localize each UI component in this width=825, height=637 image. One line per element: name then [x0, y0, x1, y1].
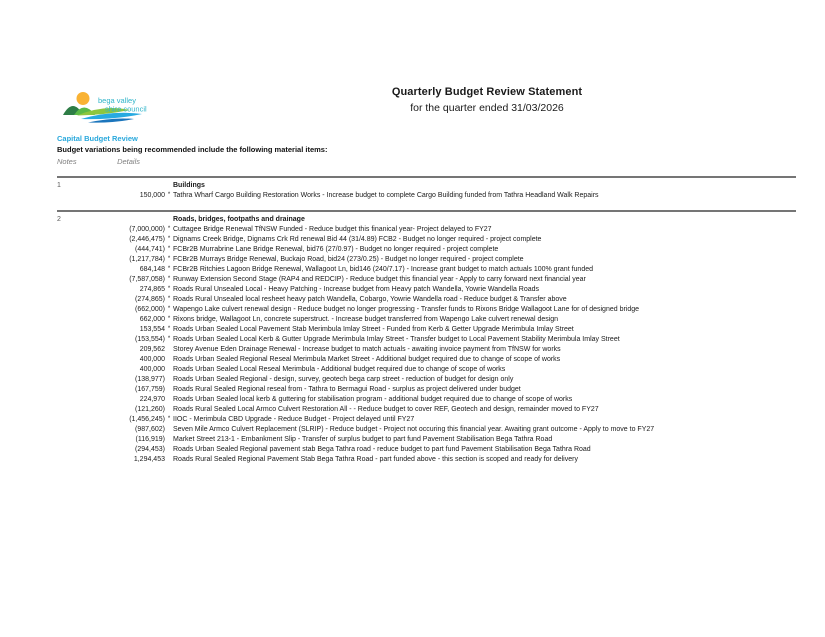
details-cell: FCBr2B Murrays Bridge Renewal, Buckajo Road, bid24 (273/0.25) - Budget no longer required - project complete: [173, 256, 524, 263]
budget-row: [57, 295, 796, 305]
details-cell: Dignams Creek Bridge, Dignams Crk Rd renewal Bid 44 (31/4.89) FCB2 - Budget no longer required - project complete: [173, 236, 542, 243]
details-cell: Cuttagee Bridge Renewal TfNSW Funded - Reduce budget this finanical year- Project delayed to FY27: [173, 226, 492, 233]
amount-cell: 400,000: [139, 356, 165, 363]
amount-cell: (444,741): [135, 246, 165, 253]
amount-cell: (7,587,058): [129, 276, 165, 283]
details-cell: Roads Rural Sealed Local Armco Culvert Restoration All - - Reduce budget to cover REF, Geotech and design, remainder moved to FY27: [173, 406, 599, 413]
budget-row: [57, 225, 796, 235]
flag-cell: *: [167, 296, 171, 302]
flag-cell: *: [167, 246, 171, 252]
council-logo-icon: [62, 89, 166, 126]
flag-cell: *: [167, 416, 171, 422]
page-subtitle: for the quarter ended 31/03/2026: [410, 102, 564, 114]
section-header-row: [57, 181, 796, 191]
details-cell: Roads Rural Sealed Regional Pavement Stab Bega Tathra Road - part funded above - this section is scoped and ready for delivery: [173, 456, 578, 463]
intro-line: Budget variations being recommended include the following material items:: [57, 145, 328, 154]
flag-cell: *: [167, 286, 171, 292]
budget-row: [57, 191, 796, 201]
amount-cell: (987,602): [135, 426, 165, 433]
budget-row: [57, 385, 796, 395]
budget-row: [57, 455, 796, 465]
budget-row: [57, 325, 796, 335]
details-cell: Roads Urban Sealed Local Reseal Merimbula - Additional budget required due to change of scope of works: [173, 366, 506, 373]
amount-cell: (1,456,245): [129, 416, 165, 423]
details-cell: Roads Urban Sealed Regional - design, survey, geotech bega carp street - reduction of budget for design only: [173, 376, 514, 383]
flag-cell: *: [167, 306, 171, 312]
budget-row: [57, 285, 796, 295]
details-cell: FCBr2B Murrabrine Lane Bridge Renewal, bid76 (27/0.97) - Budget no longer required - project complete: [173, 246, 499, 253]
amount-cell: 153,554: [139, 326, 165, 333]
budget-row: [57, 275, 796, 285]
page-title: Quarterly Budget Review Statement: [391, 86, 583, 98]
column-headers: [57, 157, 140, 166]
logo-text-line1: bega valley: [98, 96, 136, 105]
details-cell: Roads Urban Sealed Local Pavement Stab Merimbula Imlay Street - Funded from Kerb & Getter Upgrade Merimbula Imlay Street: [173, 326, 574, 333]
logo-text-line2: shire council: [105, 104, 147, 114]
budget-row: [57, 405, 796, 415]
section-header-row: [57, 215, 796, 225]
flag-cell: *: [167, 226, 171, 232]
budget-row: [57, 265, 796, 275]
flag-cell: *: [167, 316, 171, 322]
amount-cell: 1,294,453: [133, 456, 165, 463]
section-rows: [57, 191, 796, 201]
flag-cell: *: [167, 276, 171, 282]
amount-cell: 400,000: [139, 366, 165, 373]
flag-cell: *: [167, 256, 171, 262]
category-label: Buildings: [173, 182, 205, 189]
flag-cell: *: [167, 326, 171, 332]
amount-cell: (116,919): [135, 436, 165, 443]
budget-row: [57, 305, 796, 315]
flag-cell: *: [167, 192, 171, 198]
budget-row: [57, 245, 796, 255]
details-cell: Seven Mile Armco Culvert Replacement (SLRIP) - Reduce budget - Project not occuring this financial year. Awaiting grant outcome - Apply to move to FY27: [173, 426, 655, 433]
budget-section: [57, 210, 796, 465]
budget-row: [57, 435, 796, 445]
amount-cell: 150,000: [139, 192, 165, 199]
budget-row: [57, 445, 796, 455]
budget-row: [57, 335, 796, 345]
budget-row: [57, 415, 796, 425]
budget-row: [57, 375, 796, 385]
amount-cell: (153,554): [135, 336, 165, 343]
budget-row: [57, 255, 796, 265]
details-cell: Rixons bridge, Wallagoot Ln, concrete superstruct. - Increase budget transferred from Wapengo Lake culvert renewal design: [173, 316, 559, 323]
amount-cell: (167,759): [135, 386, 165, 393]
budget-row: [57, 355, 796, 365]
amount-cell: 224,970: [139, 396, 165, 403]
details-cell: Storey Avenue Eden Drainage Renewal - Increase budget to match actuals - awaiting invoice payment from TfNSW for works: [173, 346, 561, 353]
logo-sun-icon: [77, 92, 90, 105]
amount-cell: (121,260): [135, 406, 165, 413]
budget-row: [57, 365, 796, 375]
details-cell: Market Street 213-1 - Embankment Slip - Transfer of surplus budget to part fund Pavement Stabilisation Bega Tathra Road: [173, 436, 553, 443]
amount-cell: 209,562: [139, 346, 165, 353]
amount-cell: 274,865: [139, 286, 165, 293]
details-cell: Tathra Wharf Cargo Building Restoration Works - Increase budget to complete Cargo Building funded from Tathra Headland Walk Repairs: [173, 192, 599, 199]
amount-cell: (662,000): [135, 306, 165, 313]
details-cell: Roads Rural Sealed Regional reseal from - Tathra to Bermagui Road - surplus as project delivered under budget: [173, 386, 521, 393]
budget-row: [57, 345, 796, 355]
amount-cell: (274,865): [135, 296, 165, 303]
section-rows: [57, 225, 796, 465]
details-cell: Roads Urban Sealed Regional pavement stab Bega Tathra road - reduce budget to part fund Pavement Stabilisation Bega Tathra Road: [173, 446, 591, 453]
amount-cell: (7,000,000): [129, 226, 165, 233]
details-cell: Roads Urban Sealed local kerb & guttering for stabilisation program - additional budget required due to change of scope of works: [173, 396, 573, 403]
report-title-block: [342, 86, 632, 114]
col-header-details: Details: [117, 157, 141, 166]
flag-cell: *: [167, 336, 171, 342]
budget-section: [57, 176, 796, 210]
details-cell: Roads Rural Unsealed local resheet heavy patch Wandella, Cobargo, Yowrie Wandella road - Reduce budget & Transfer above: [173, 296, 567, 303]
category-label: Roads, bridges, footpaths and drainage: [173, 216, 305, 223]
note-number: 2: [57, 216, 61, 223]
details-cell: Runway Extension Second Stage (RAP4 and REDCIP) - Reduce budget this financial year - Apply to carry forward next financial year: [173, 276, 586, 283]
amount-cell: (2,446,475): [129, 236, 165, 243]
amount-cell: 684,148: [139, 266, 165, 273]
amount-cell: (138,977): [135, 376, 165, 383]
budget-row: [57, 395, 796, 405]
budget-table: [57, 176, 796, 465]
note-number: 1: [57, 182, 61, 189]
flag-cell: *: [167, 236, 171, 242]
amount-cell: (294,453): [135, 446, 165, 453]
amount-cell: (1,217,784): [129, 256, 165, 263]
budget-row: [57, 425, 796, 435]
details-cell: FCBr2B Ritchies Lagoon Bridge Renewal, Wallagoot Ln, bid146 (240/7.17) - Increase grant budget to match actuals 100% grant funded: [173, 266, 593, 273]
details-cell: Roads Urban Sealed Regional Reseal Merimbula Market Street - Additional budget required due to change of scope of works: [173, 356, 561, 363]
details-cell: Roads Urban Sealed Local Kerb & Gutter Upgrade Merimbula Imlay Street - Transfer budget to Local Pavement Stability Merimbula Imlay Street: [173, 336, 620, 343]
budget-row: [57, 235, 796, 245]
capital-budget-review-heading: Capital Budget Review: [57, 134, 138, 143]
amount-cell: 662,000: [139, 316, 165, 323]
details-cell: Wapengo Lake culvert renewal design - Reduce budget no longer progressing - Transfer funds to Rixons Bridge Wallagoot Lane for of designed bridge: [173, 306, 640, 313]
budget-row: [57, 315, 796, 325]
flag-cell: *: [167, 266, 171, 272]
details-cell: Roads Rural Unsealed Local - Heavy Patching - Increase budget from Heavy patch Wandella, Yowrie Wandella Roads: [173, 286, 540, 293]
details-cell: IIOC - Merimbula CBD Upgrade - Reduce Budget - Project delayed until FY27: [173, 416, 415, 423]
col-header-notes: Notes: [57, 157, 77, 166]
